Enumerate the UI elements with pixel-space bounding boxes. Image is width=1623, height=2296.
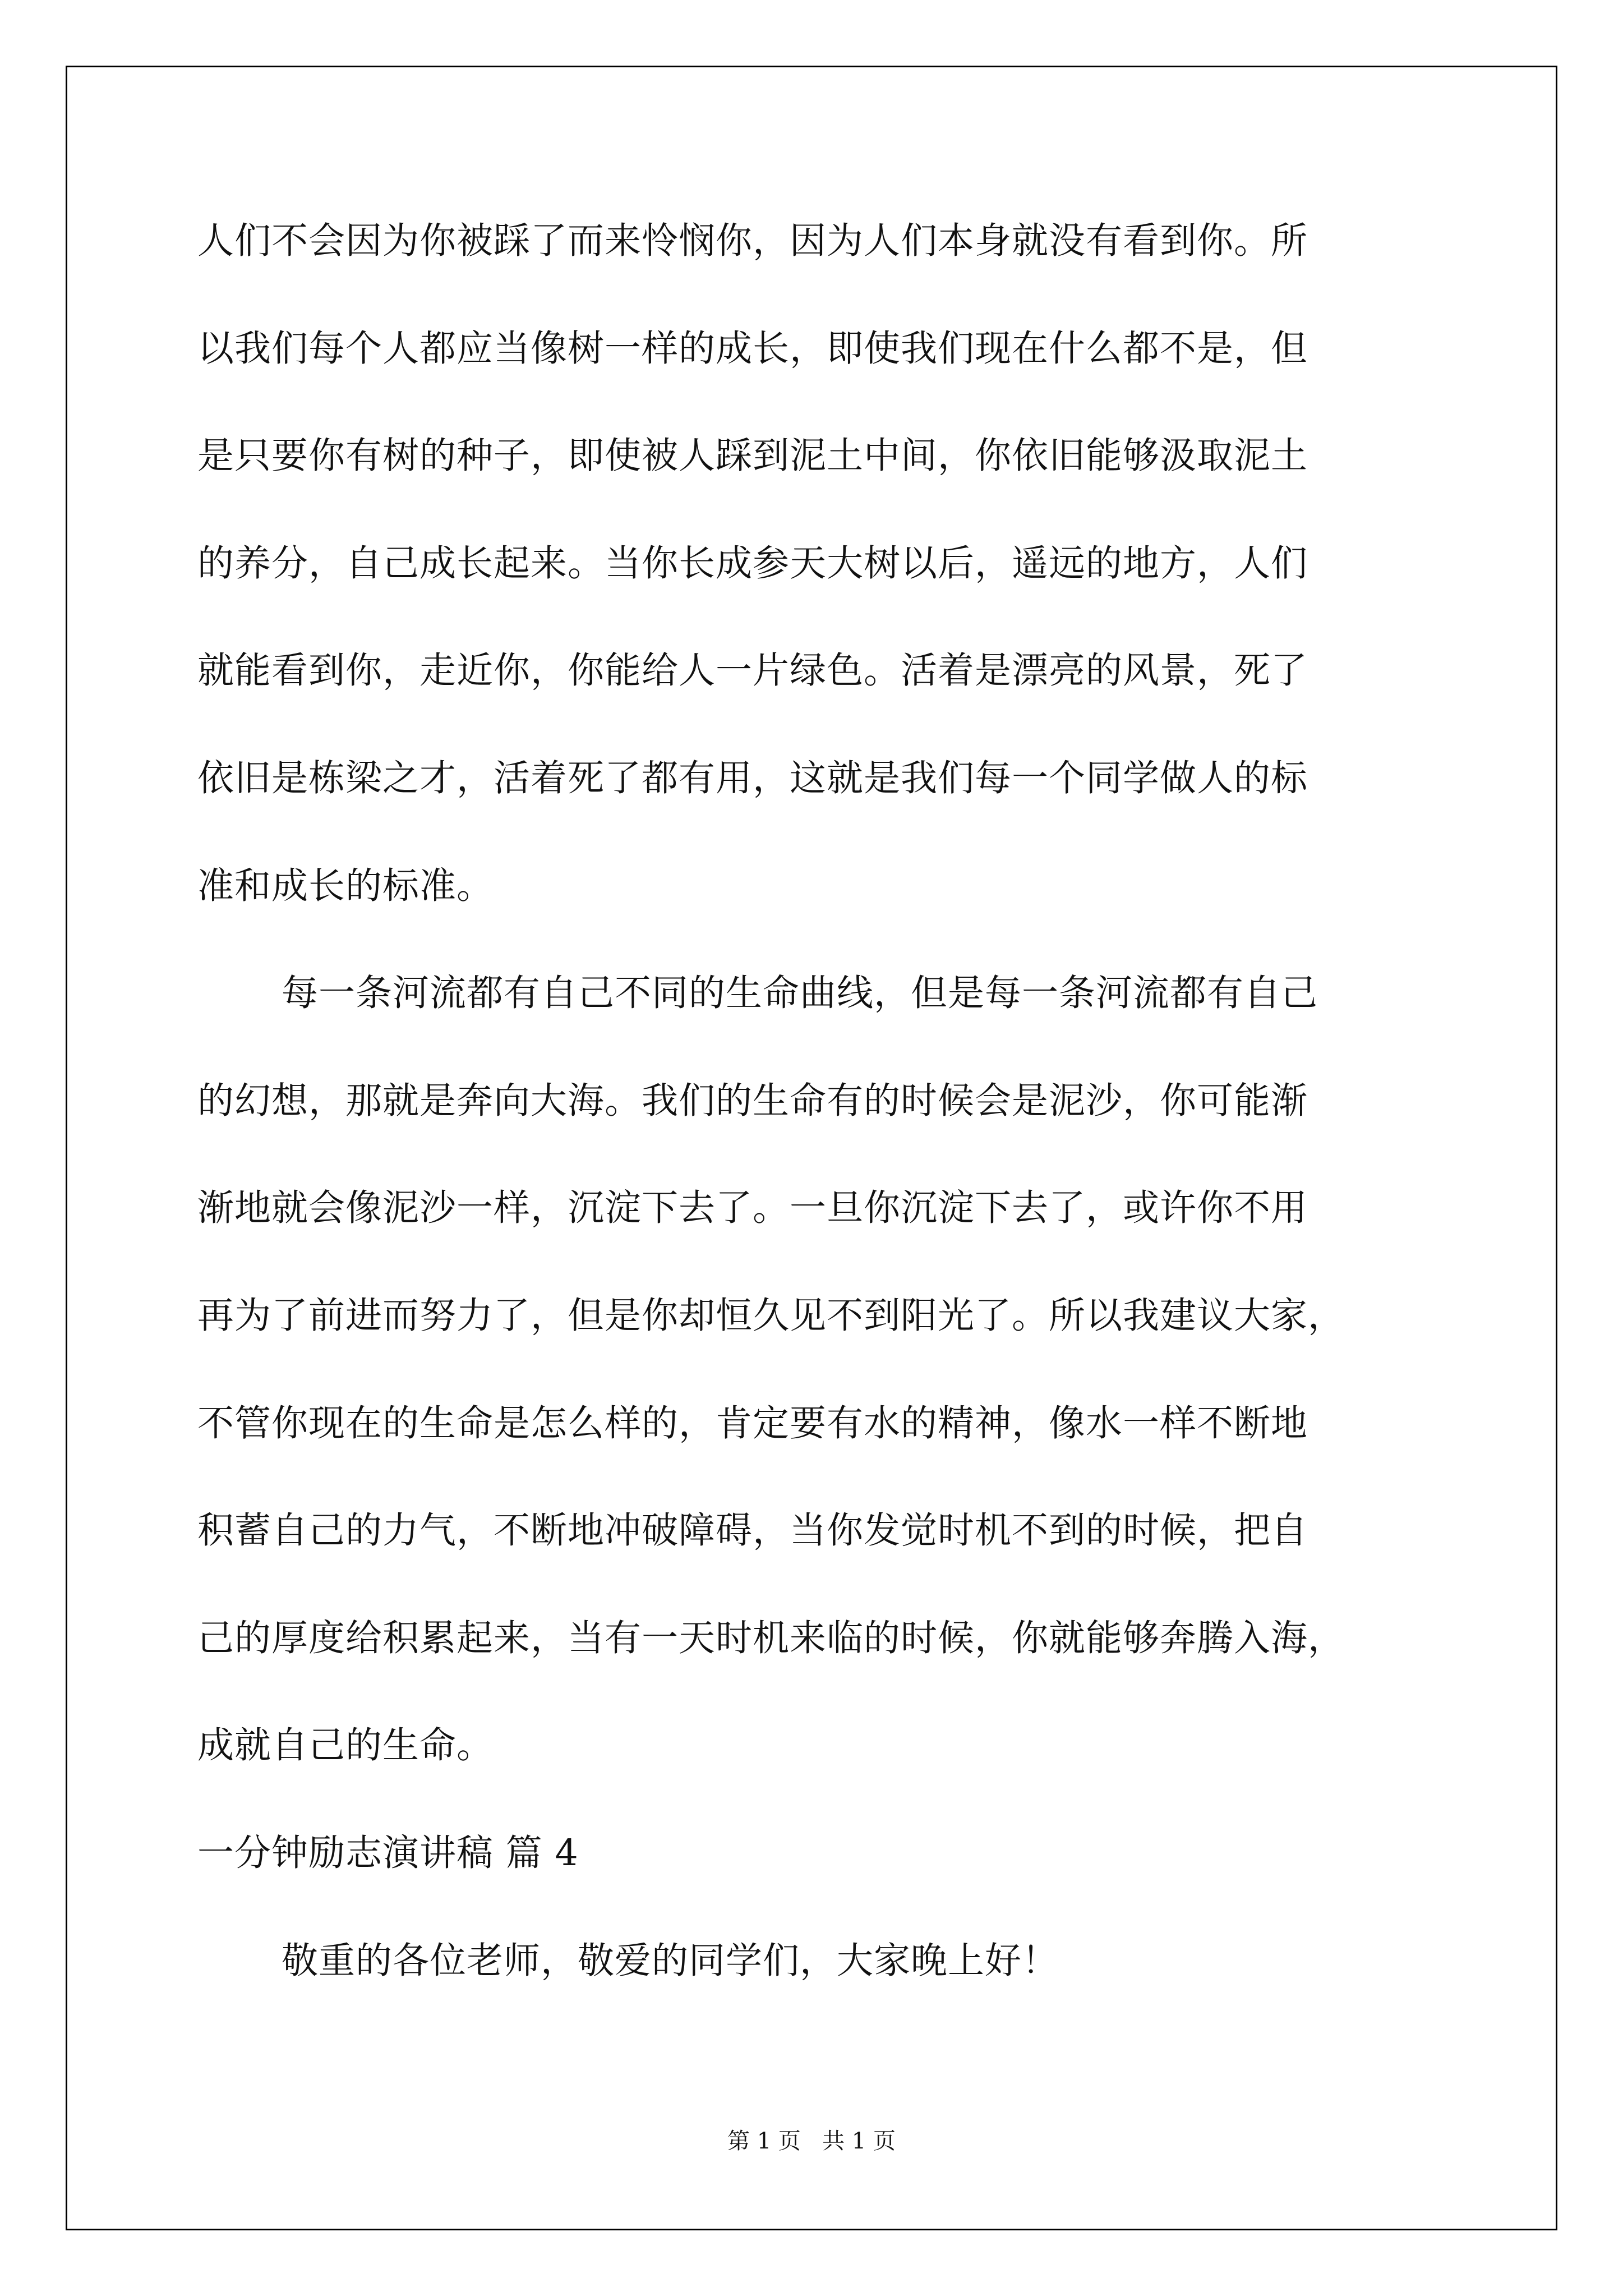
paragraph-start-line: 每一条河流都有自己不同的生命曲线，但是每一条河流都有自己: [282, 972, 1318, 1015]
page-footer: 第 1 页 共 1 页: [727, 2128, 896, 2154]
text-line: 己的厚度给积累起来，当有一天时机来临的时候，你就能够奔腾入海，: [197, 1617, 1345, 1659]
text-line: 就能看到你，走近你，你能给人一片绿色。活着是漂亮的风景，死了: [197, 650, 1308, 692]
text-line: 再为了前进而努力了，但是你却恒久见不到阳光了。所以我建议大家，: [197, 1294, 1345, 1337]
salutation-line: 敬重的各位老师，敬爱的同学们，大家晚上好！: [282, 1939, 1059, 1982]
text-line: 依旧是栋梁之才，活着死了都有用，这就是我们每一个同学做人的标: [197, 757, 1308, 799]
text-line: 的养分，自己成长起来。当你长成参天大树以后，遥远的地方，人们: [197, 542, 1308, 585]
text-line: 不管你现在的生命是怎么样的，肯定要有水的精神，像水一样不断地: [197, 1402, 1308, 1444]
text-line: 以我们每个人都应当像树一样的成长，即使我们现在什么都不是，但: [197, 327, 1308, 370]
section-heading: 一分钟励志演讲稿 篇 4: [197, 1832, 579, 1874]
text-line: 成就自己的生命。: [197, 1724, 494, 1767]
document-body: [197, 216, 1437, 2043]
text-line: 积蓄自己的力气，不断地冲破障碍，当你发觉时机不到的时候，把自: [197, 1510, 1308, 1552]
text-line: 准和成长的标准。: [197, 864, 494, 907]
text-line: 人们不会因为你被踩了而来怜悯你，因为人们本身就没有看到你。所: [197, 220, 1308, 262]
text-line: 的幻想，那就是奔向大海。我们的生命有的时候会是泥沙，你可能渐: [197, 1079, 1308, 1122]
text-line: 渐地就会像泥沙一样，沉淀下去了。一旦你沉淀下去了，或许你不用: [197, 1187, 1308, 1230]
text-line: 是只要你有树的种子，即使被人踩到泥土中间，你依旧能够汲取泥土: [197, 435, 1308, 477]
